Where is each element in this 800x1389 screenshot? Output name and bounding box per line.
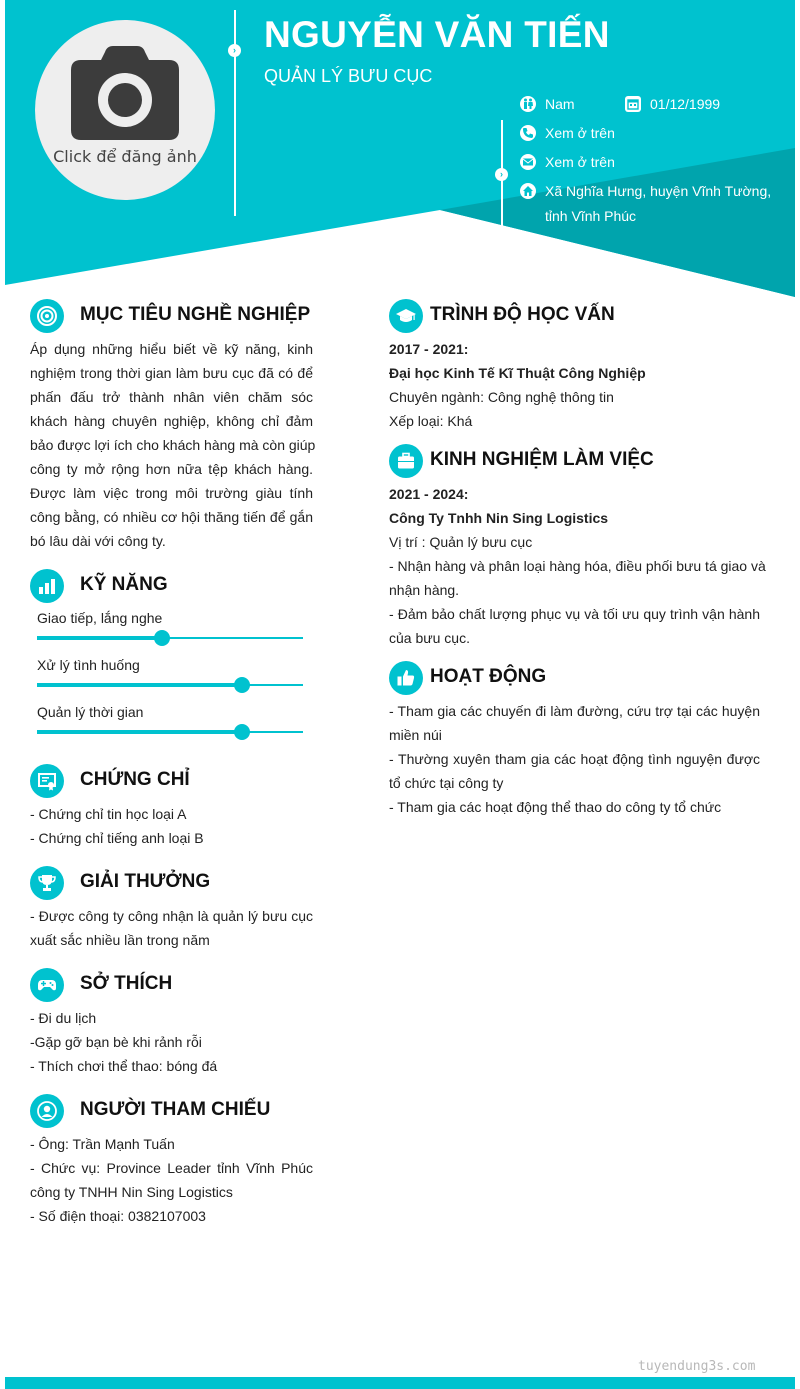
birthday-value: 01/12/1999	[650, 96, 721, 112]
certificate-item: - Chứng chỉ tiếng anh loại B	[30, 830, 204, 846]
skill-bar	[37, 731, 303, 733]
hobbies-section-icon	[30, 968, 64, 1002]
objective-title[interactable]: MỤC TIÊU NGHỀ NGHIỆP	[80, 304, 311, 325]
activities-section-icon	[389, 661, 423, 695]
reference-line: - Ông: Trần Mạnh Tuấn	[30, 1136, 175, 1152]
education-section-icon	[389, 299, 423, 333]
objective-line: bảo được lợi ích cho khách hàng mà còn giúp	[30, 437, 316, 453]
award-line: xuất sắc nhiều lần trong năm	[30, 932, 210, 948]
awards-text[interactable]	[30, 904, 313, 952]
bar-chart-icon	[37, 576, 57, 596]
education-period: 2017 - 2021:	[389, 341, 469, 357]
address-line: Xã Nghĩa Hưng, huyện Vĩnh Tường,	[545, 183, 772, 199]
certificate-item: - Chứng chỉ tin học loại A	[30, 806, 187, 822]
trophy-icon	[37, 873, 57, 893]
awards-section-icon	[30, 866, 64, 900]
objective-line: bó lâu dài với công ty.	[30, 533, 166, 549]
references-section-icon	[30, 1094, 64, 1128]
address-value	[545, 179, 771, 229]
camera-icon	[71, 46, 179, 140]
objective-line: công bằng, có nhiều cơ hội thăng tiến để gắn	[30, 509, 313, 525]
user-icon	[37, 1101, 57, 1121]
experience-line: của bưu cục.	[389, 630, 470, 646]
education-grade: Xếp loại: Khá	[389, 413, 473, 429]
hobbies-title[interactable]: SỞ THÍCH	[80, 973, 173, 994]
references-text[interactable]	[30, 1132, 313, 1228]
certificates-text[interactable]	[30, 802, 313, 850]
hobby-item: - Thích chơi thể thao: bóng đá	[30, 1058, 218, 1074]
skill-bar-fill	[37, 636, 162, 640]
phone-value: Xem ở trên	[545, 125, 615, 141]
activity-line: - Tham gia các hoạt động thể thao do công ty tổ chức	[389, 799, 722, 815]
objective-section-icon	[30, 299, 64, 333]
education-title[interactable]: TRÌNH ĐỘ HỌC VẤN	[430, 304, 615, 325]
contact-chevron-icon: ›	[495, 168, 508, 181]
skill-name[interactable]: Giao tiếp, lắng nghe	[37, 610, 163, 626]
gender-value: Nam	[545, 96, 575, 112]
awards-title[interactable]: GIẢI THƯỞNG	[80, 871, 211, 892]
education-text[interactable]	[389, 337, 760, 433]
skill-name[interactable]: Quản lý thời gian	[37, 704, 144, 720]
address-line: tỉnh Vĩnh Phúc	[545, 208, 637, 224]
experience-line: - Nhận hàng và phân loại hàng hóa, điều phối bưu tá giao và	[389, 558, 766, 574]
experience-line: - Đảm bảo chất lượng phục vụ và tối ưu quy trình vận hành	[389, 606, 760, 622]
footer-bar	[5, 1377, 795, 1389]
phone-icon	[520, 125, 536, 141]
reference-line: - Số điện thoại: 0382107003	[30, 1208, 206, 1224]
education-major: Chuyên ngành: Công nghệ thông tin	[389, 389, 614, 405]
certificates-section-icon	[30, 764, 64, 798]
experience-position: Vị trí : Quản lý bưu cục	[389, 534, 533, 550]
skill-slider-handle[interactable]	[154, 630, 170, 646]
objective-line: phấn đấu trở thành nhân viên chăm sóc	[30, 389, 313, 405]
activity-line: tổ chức tại công ty	[389, 775, 504, 791]
objective-line: công ty mở rộng hơn nữa tệp khách hàng.	[30, 461, 313, 477]
skill-name[interactable]: Xử lý tình huống	[37, 657, 140, 673]
education-school: Đại học Kinh Tế Kĩ Thuật Công Nghiệp	[389, 365, 646, 381]
thumbs-up-icon	[396, 668, 416, 688]
skill-bar-fill	[37, 683, 242, 687]
email-value: Xem ở trên	[545, 154, 615, 170]
candidate-job-title[interactable]: QUẢN LÝ BƯU CỤC	[264, 66, 433, 86]
objective-line: khách hàng chuyên nghiệp, không chỉ đảm	[30, 413, 313, 429]
objective-line: nghiệm trong thời gian làm bưu cục đã có để	[30, 365, 313, 381]
calendar-icon	[625, 96, 641, 112]
candidate-name[interactable]: NGUYỄN VĂN TIẾN	[264, 14, 610, 55]
experience-title[interactable]: KINH NGHIỆM LÀM VIỆC	[430, 449, 654, 470]
reference-line: công ty TNHH Nin Sing Logistics	[30, 1184, 233, 1200]
skills-section-icon	[30, 569, 64, 603]
reference-line: - Chức vụ: Province Leader tỉnh Vĩnh Phúc	[30, 1160, 313, 1176]
cv-header	[0, 0, 800, 300]
hobby-item: -Gặp gỡ bạn bè khi rảnh rỗi	[30, 1034, 202, 1050]
activities-title[interactable]: HOẠT ĐỘNG	[430, 666, 547, 687]
experience-line: nhận hàng.	[389, 582, 460, 598]
skill-bar-fill	[37, 730, 242, 734]
skill-slider-handle[interactable]	[234, 724, 250, 740]
email-icon	[520, 154, 536, 170]
timeline-chevron-icon: ›	[228, 44, 241, 57]
activities-text[interactable]	[389, 699, 760, 819]
certificate-icon	[37, 771, 57, 791]
graduation-cap-icon	[396, 306, 416, 326]
skills-title[interactable]: KỸ NĂNG	[80, 574, 168, 595]
gamepad-icon	[37, 975, 57, 995]
activity-line: - Tham gia các chuyến đi làm đường, cứu trợ tại các huyện	[389, 703, 760, 719]
experience-period: 2021 - 2024:	[389, 486, 469, 502]
activity-line: - Thường xuyên tham gia các hoạt động tình nguyện được	[389, 751, 760, 767]
skill-bar	[37, 684, 303, 686]
avatar-upload-label: Click để đăng ảnh	[53, 147, 197, 166]
experience-company: Công Ty Tnhh Nin Sing Logistics	[389, 510, 609, 526]
home-icon	[520, 183, 536, 199]
target-icon	[37, 306, 57, 326]
gender-icon	[520, 96, 536, 112]
briefcase-icon	[396, 451, 416, 471]
experience-text[interactable]	[389, 482, 766, 650]
timeline-line	[234, 10, 236, 216]
objective-text[interactable]	[30, 337, 316, 553]
certificates-title[interactable]: CHỨNG CHỈ	[80, 769, 190, 790]
objective-line: Áp dụng những hiểu biết về kỹ năng, kinh	[30, 341, 313, 357]
hobby-item: - Đi du lịch	[30, 1010, 97, 1026]
avatar-upload[interactable]	[35, 20, 215, 200]
skill-slider-handle[interactable]	[234, 677, 250, 693]
award-line: - Được công ty công nhận là quản lý bưu cục	[30, 908, 313, 924]
objective-line: Được làm việc trong môi trường giàu tính	[30, 485, 313, 501]
watermark: tuyendung3s.com	[638, 1359, 756, 1374]
references-title[interactable]: NGƯỜI THAM CHIẾU	[80, 1099, 271, 1120]
hobbies-text[interactable]	[30, 1006, 313, 1078]
activity-line: miền núi	[389, 727, 442, 743]
experience-section-icon	[389, 444, 423, 478]
skill-bar	[37, 637, 303, 639]
